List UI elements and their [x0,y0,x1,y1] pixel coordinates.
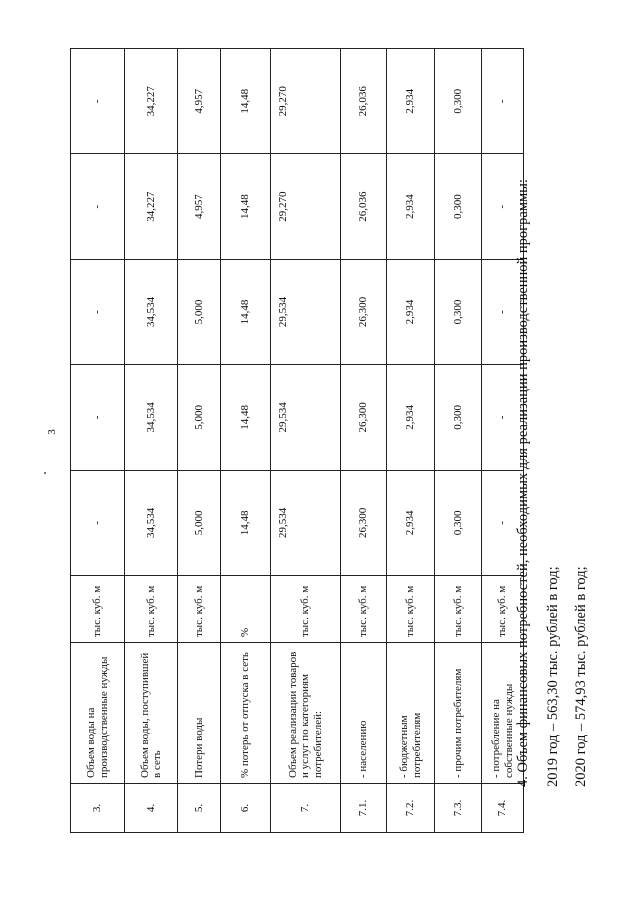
value-cell: 29,270 [271,154,341,259]
value-cell: 5,000 [178,470,221,575]
row-number-cell: 3. [71,784,125,833]
value-cell: - [71,365,125,470]
row-unit-cell: тыс. куб. м [271,576,341,643]
row-number-cell: 4. [125,784,178,833]
value-cell: 14,48 [221,49,271,154]
row-name-cell: - бюджетным потребителям [387,643,435,784]
row-unit-cell: тыс. куб. м [125,576,178,643]
value-cell: 29,534 [271,365,341,470]
row-name-cell: % потерь от отпуска в сеть [221,643,271,784]
scan-dot [44,472,46,474]
value-cell: 0,300 [435,470,482,575]
table-row [125,49,178,833]
value-cell: 2,934 [387,470,435,575]
row-number-cell: 6. [221,784,271,833]
production-program-table [70,48,524,833]
table-row [71,49,125,833]
row-unit-cell: тыс. куб. м [482,576,524,643]
value-cell: - [482,365,524,470]
row-unit-cell: тыс. куб. м [387,576,435,643]
row-number-cell: 5. [178,784,221,833]
value-cell: 2,934 [387,365,435,470]
value-cell: 26,300 [341,470,387,575]
row-name-cell: Объем реализации товаров и услуг по категориям потребителей: [271,643,341,784]
row-unit-cell: тыс. куб. м [71,576,125,643]
row-unit-cell: тыс. куб. м [341,576,387,643]
row-number-cell: 7.3. [435,784,482,833]
table-row [341,49,387,833]
table-row [435,49,482,833]
row-number-cell: 7.4. [482,784,524,833]
value-cell: - [71,470,125,575]
value-cell: 0,300 [435,49,482,154]
row-name-cell: Объем воды на производственные нужды [71,643,125,784]
row-unit-cell: % [221,576,271,643]
financial-needs-heading: 4. Объем финансовых потребностей, необходимых для реализации производственной программы: [515,179,531,787]
value-cell: 5,000 [178,259,221,364]
value-cell: 14,48 [221,154,271,259]
row-number-cell: 7.2. [387,784,435,833]
value-cell: - [482,470,524,575]
value-cell: 29,270 [271,49,341,154]
value-cell: 0,300 [435,154,482,259]
row-name-cell: - потребление на собственные нужды [482,643,524,784]
value-cell: 14,48 [221,259,271,364]
value-cell: 4,957 [178,49,221,154]
value-cell: - [71,259,125,364]
value-cell: 29,534 [271,259,341,364]
value-cell: 34,534 [125,259,178,364]
value-cell: 26,300 [341,365,387,470]
table-row [271,49,341,833]
value-cell: - [482,259,524,364]
row-name-cell: Объем воды, поступившей в сеть [125,643,178,784]
row-unit-cell: тыс. куб. м [178,576,221,643]
value-cell: 2,934 [387,154,435,259]
financial-needs-2020: 2020 год – 574,93 тыс. рублей в год; [573,566,589,787]
value-cell: 29,534 [271,470,341,575]
value-cell: 26,300 [341,259,387,364]
value-cell: 26,036 [341,49,387,154]
value-cell: - [71,49,125,154]
row-name-cell: Потери воды [178,643,221,784]
table-row [387,49,435,833]
page-number: 3 [46,429,58,435]
value-cell: 14,48 [221,365,271,470]
value-cell: 2,934 [387,49,435,154]
value-cell: 26,036 [341,154,387,259]
rotated-page-content [70,43,590,833]
value-cell: - [71,154,125,259]
value-cell: 34,534 [125,470,178,575]
value-cell: - [482,154,524,259]
value-cell: 4,957 [178,154,221,259]
value-cell: - [482,49,524,154]
table-row [221,49,271,833]
value-cell: 5,000 [178,365,221,470]
row-name-cell: - прочим потребителям [435,643,482,784]
value-cell: 2,934 [387,259,435,364]
financial-needs-2019: 2019 год – 563,30 тыс. рублей в год; [545,566,561,787]
value-cell: 34,227 [125,154,178,259]
table-row [178,49,221,833]
value-cell: 34,227 [125,49,178,154]
value-cell: 34,534 [125,365,178,470]
row-number-cell: 7. [271,784,341,833]
value-cell: 14,48 [221,470,271,575]
value-cell: 0,300 [435,259,482,364]
row-unit-cell: тыс. куб. м [435,576,482,643]
value-cell: 0,300 [435,365,482,470]
row-number-cell: 7.1. [341,784,387,833]
row-name-cell: - населению [341,643,387,784]
